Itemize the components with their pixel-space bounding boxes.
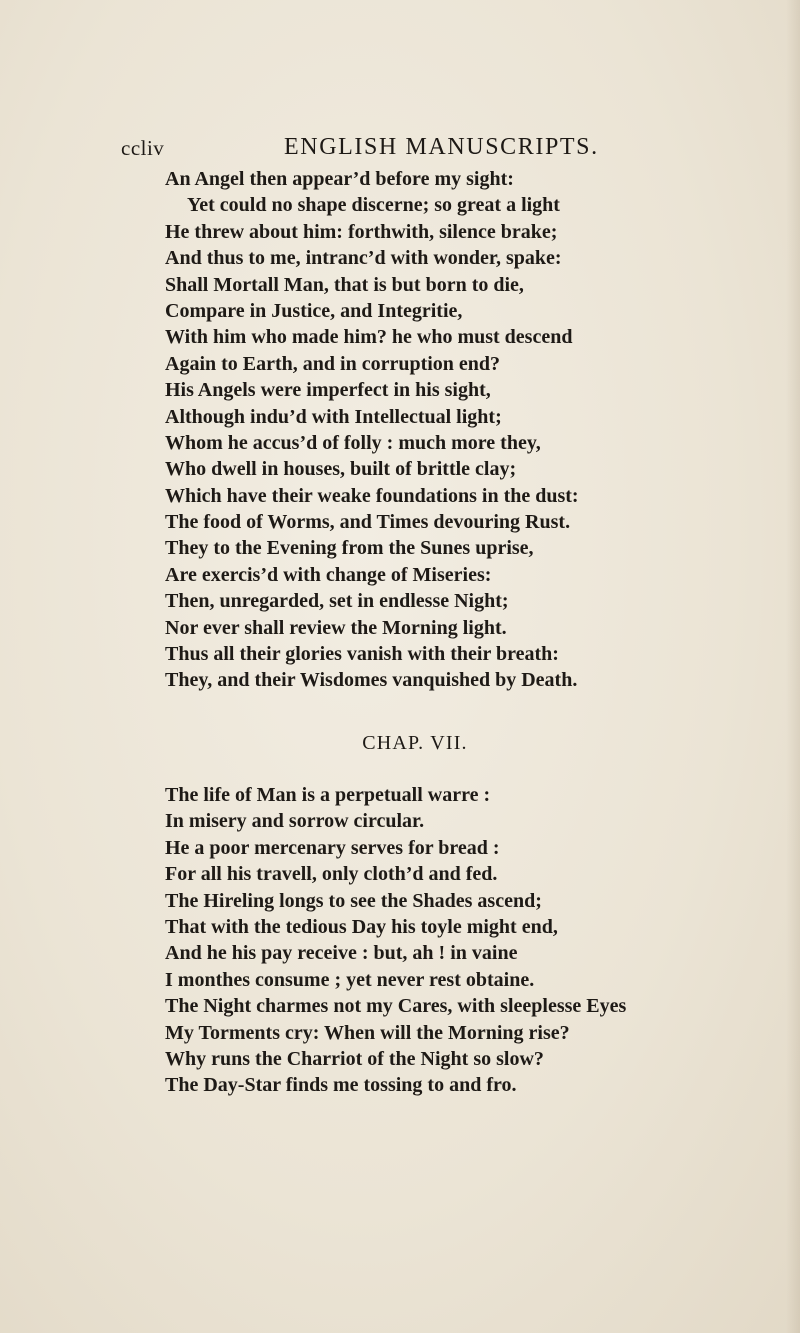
verse-line: That with the tedious Day his toyle might end, xyxy=(165,915,558,938)
verse-line: And he his pay receive : but, ah ! in vaine xyxy=(165,942,518,965)
verse-line: With him who made him? he who must descend xyxy=(165,326,573,349)
verse-line: Who dwell in houses, built of brittle clay; xyxy=(165,458,517,481)
verse-line: Why runs the Charriot of the Night so slow? xyxy=(165,1047,544,1070)
verse-line: Which have their weake foundations in the dust: xyxy=(165,484,579,507)
verse-line: Yet could no shape discerne; so great a light xyxy=(187,194,560,217)
verse-line: Nor ever shall review the Morning light. xyxy=(165,616,507,639)
verse-line: Shall Mortall Man, that is but born to die, xyxy=(165,273,524,296)
verse-line: The food of Worms, and Times devouring Rust. xyxy=(165,511,571,534)
running-head xyxy=(121,134,661,164)
verse-line: His Angels were imperfect in his sight, xyxy=(165,379,491,402)
poem-part-2 xyxy=(165,782,765,1099)
verse-line: Thus all their glories vanish with their breath: xyxy=(165,643,559,666)
running-head-title: ENGLISH MANUSCRIPTS. xyxy=(284,134,599,160)
verse-line: And thus to me, intranc’d with wonder, spake: xyxy=(165,247,562,270)
verse-line: He a poor mercenary serves for bread : xyxy=(165,836,500,859)
verse-line: My Torments cry: When will the Morning rise? xyxy=(165,1021,570,1044)
chapter-heading: CHAP. VII. xyxy=(362,732,468,754)
verse-line: He threw about him: forthwith, silence brake; xyxy=(165,220,558,243)
page-edge-shadow xyxy=(786,0,800,1333)
verse-line: The Night charmes not my Cares, with sleeplesse Eyes xyxy=(165,995,627,1018)
verse-line: Again to Earth, and in corruption end? xyxy=(165,352,501,375)
verse-line: Compare in Justice, and Integritie, xyxy=(165,299,463,322)
poem-part-1 xyxy=(165,166,765,694)
verse-line: The life of Man is a perpetuall warre : xyxy=(165,784,491,806)
verse-line: The Day-Star finds me tossing to and fro. xyxy=(165,1074,517,1097)
verse-line: Are exercis’d with change of Miseries: xyxy=(165,563,492,586)
verse-line: An Angel then appear’d before my sight: xyxy=(165,168,514,190)
verse-line: They to the Evening from the Sunes uprise, xyxy=(165,537,534,560)
verse-line: Although indu’d with Intellectual light; xyxy=(165,405,502,428)
verse-line: Whom he accus’d of folly : much more they, xyxy=(165,431,541,454)
verse-line: Then, unregarded, set in endlesse Night; xyxy=(165,590,509,613)
verse-line: For all his travell, only cloth’d and fed. xyxy=(165,863,498,886)
page-number: ccliv xyxy=(121,136,165,160)
verse-line: The Hireling longs to see the Shades ascend; xyxy=(165,889,542,912)
verse-line: In misery and sorrow circular. xyxy=(165,810,425,833)
verse-line: They, and their Wisdomes vanquished by Death. xyxy=(165,669,578,692)
verse-line: I monthes consume ; yet never rest obtaine. xyxy=(165,968,535,991)
